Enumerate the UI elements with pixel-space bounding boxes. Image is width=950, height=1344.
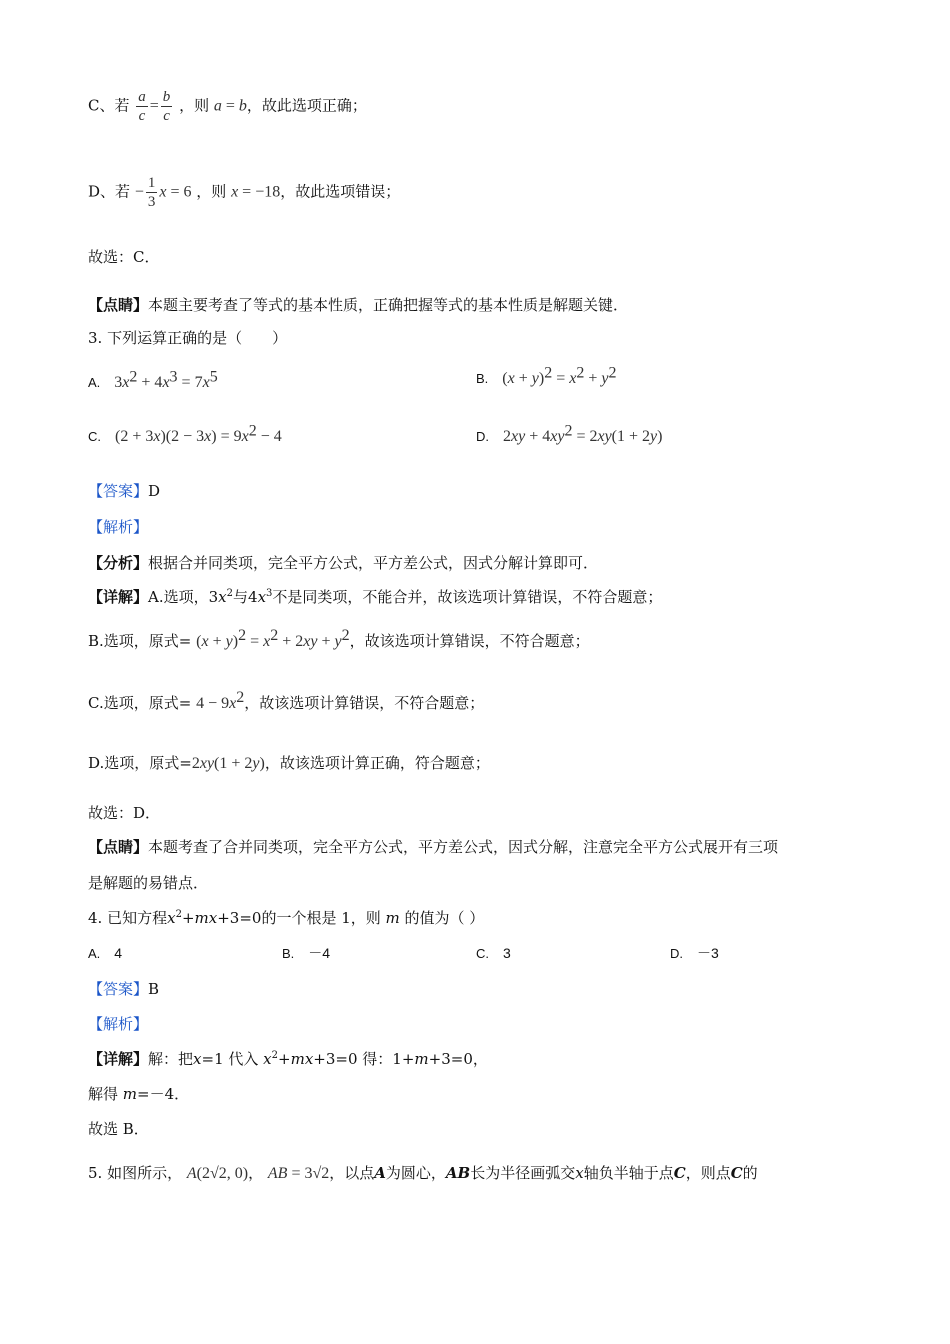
q3-tip-cont: 是解题的易错点． [88,874,209,892]
q3-tip: 【点睛】本题考查了合并同类项，完全平方公式，平方差公式，因式分解，注意完全平方公式展开有三项 [88,838,779,856]
q3-answer: 【答案】D [88,482,161,500]
q3-detail-c: C.选项，原式= $4 - 9x^2$，故该选项计算错误，不符合题意； [88,689,485,712]
q4-option-a[interactable]: A. 4 [88,945,123,961]
q3-fenxi: 【分析】根据合并同类项，完全平方公式，平方差公式，因式分解计算即可． [88,554,599,572]
q3-option-b[interactable]: B. $(x + y)^2 = x^2 + y^2$ [476,364,617,387]
option-d-solution-line: D、若 − $\frac{1}{3}$ x = 6 ，则 x = −18，故此选项错误； [88,175,401,210]
q3-stem: 3. 下列运算正确的是（ ） [88,329,288,347]
q2-tip: 【点睛】本题主要考查了等式的基本性质，正确把握等式的基本性质是解题关键． [88,296,629,314]
q4-analysis-tag: 【解析】 [88,1015,149,1033]
q3-option-d[interactable]: D. $2xy + 4xy^2 = 2xy(1 + 2y)$ [476,422,663,445]
fraction-b-over-c: $\frac{b}{c}$ [162,89,171,124]
q4-option-b[interactable]: B. －4 [282,945,331,961]
q4-option-c[interactable]: C. 3 [476,945,511,961]
q3-choice: 故选：D． [88,804,161,822]
q4-stem: 4. 已知方程$x^2+mx+3=0$的一个根是 1，则 m 的值为（ ） [88,909,485,927]
q4-option-d[interactable]: D. －3 [670,945,719,961]
q5-stem: 5. 如图所示， A(2√2, 0)， AB = 3√2，以点A为圆心，AB长为半径画弧交x轴负半轴于点C，则点C的 [88,1164,758,1182]
fraction-a-over-c: $\frac{a}{c}$ [138,89,146,124]
q3-detail-b: B.选项，原式= $(x + y)^2 = x^2 + 2xy + y^2$，故该选项计算错误，不符合题意； [88,627,590,650]
math-a-equals-b: a [213,97,222,115]
q3-detail-a: 【详解】A.选项，$3x^2$与$4x^3$不是同类项，不能合并，故该选项计算错误，不符合题意； [88,588,663,606]
q3-option-a[interactable]: A. $3x^2 + 4x^3 = 7x^5$ [88,368,218,391]
q3-detail-d: D.选项，原式=2xy(1 + 2y)，故该选项计算正确，符合题意； [88,754,490,772]
q2-choice: 故选：C． [88,248,160,266]
q4-choice: 故选 B． [88,1120,149,1138]
q4-detail-1: 【详解】解：把x=1 代入 $x^2+mx+3=0$ 得：1+m+3=0， [88,1050,488,1068]
q4-detail-2: 解得 m=－4． [88,1085,190,1103]
fraction-one-third: $\frac{1}{3}$ [147,175,156,210]
q3-option-c[interactable]: C. $(2 + 3x)(2 - 3x) = 9x^2 - 4$ [88,422,282,445]
q3-analysis-tag: 【解析】 [88,518,149,536]
option-c-solution-line: C、若 $\frac{a}{c}$ = $\frac{b}{c}$ ，则 a = b，故此选项正确； [88,89,367,124]
q4-answer: 【答案】B [88,980,160,998]
